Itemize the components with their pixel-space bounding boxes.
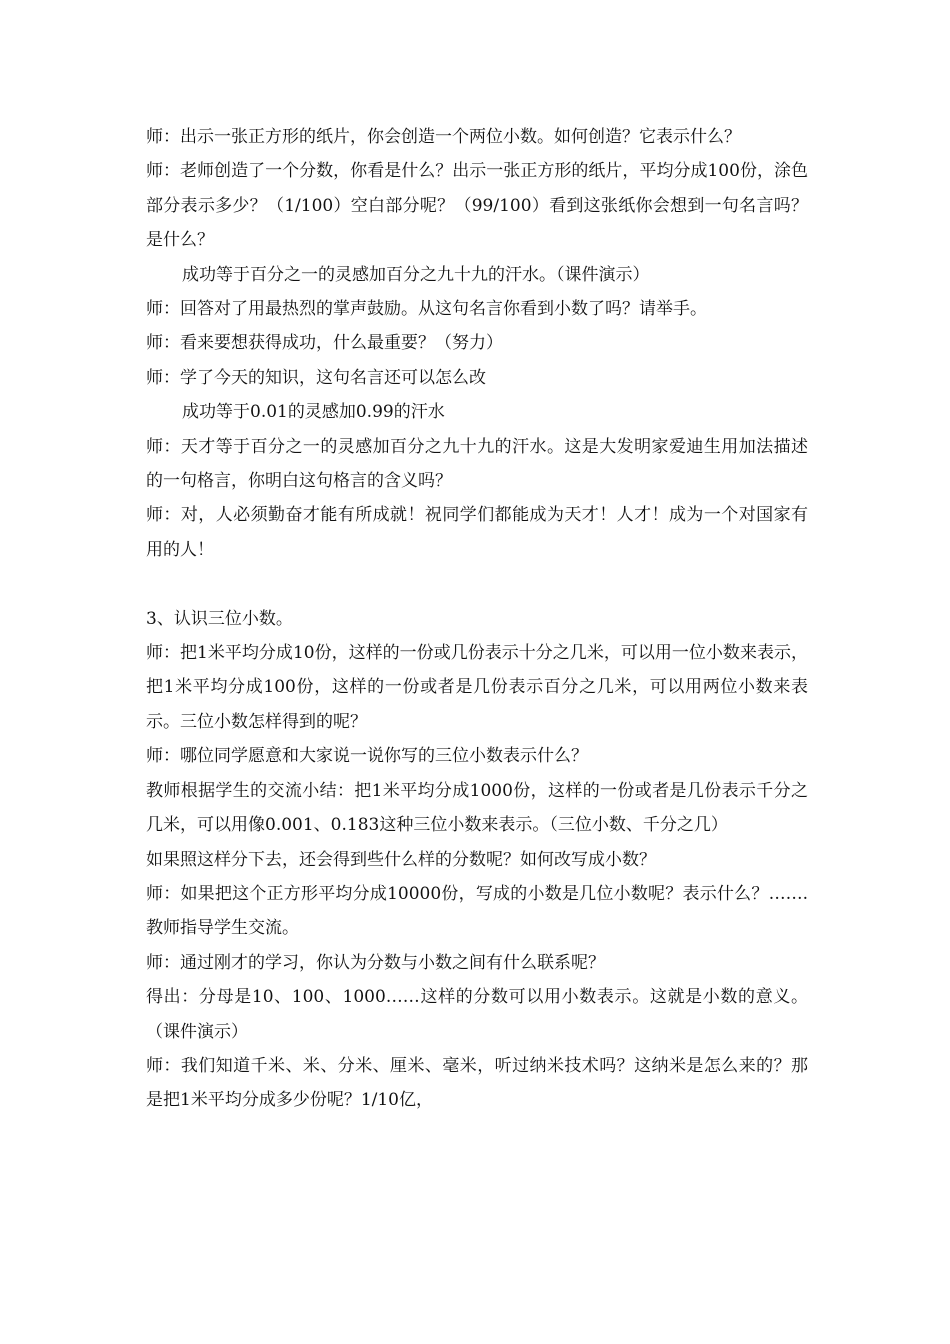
paragraph-teacher-nanometer: 师：我们知道千米、米、分米、厘米、毫米，听过纳米技术吗？这纳米是怎么来的？那是把1米平均分成多少份呢？1/10亿， (146, 1055, 808, 1111)
paragraph-continue-dividing: 如果照这样分下去，还会得到些什么样的分数呢？如何改写成小数？ (146, 849, 656, 870)
paragraph-teacher-meter-division: 师：把1米平均分成10份，这样的一份或几份表示十分之几米，可以用一位小数来表示，把1米平均分成100份，这样的一份或者是几份表示百分之几米，可以用两位小数来表示。三位小数怎样得到的呢？ (146, 643, 808, 732)
paragraph-quote-success: 成功等于百分之一的灵感加百分之九十九的汗水。（课件演示） (182, 264, 650, 285)
paragraph-teacher-summary: 教师根据学生的交流小结：把1米平均分成1000份，这样的一份或者是几份表示千分之几米，可以用像0.001、0.183这种三位小数来表示。（三位小数、千分之几） (146, 780, 808, 836)
paragraph-teacher-square-paper: 师：出示一张正方形的纸片，你会创造一个两位小数。如何创造？它表示什么？ (146, 127, 741, 147)
paragraph-teacher-fraction: 师：老师创造了一个分数，你看是什么？出示一张正方形的纸片，平均分成100份，涂色部分表示多少？（1/100）空白部分呢？（99/100）看到这张纸你会想到一句名言吗？是什么？ (146, 161, 808, 251)
paragraph-teacher-ten-thousand: 师：如果把这个正方形平均分成10000份，写成的小数是几位小数呢？表示什么？…….教师指导学生交流。 (146, 883, 808, 939)
paragraph-conclusion: 得出：分母是10、100、1000……这样的分数可以用小数表示。这就是小数的意义。（课件演示） (146, 987, 808, 1042)
section-heading-three-digit-decimals: 3、认识三位小数。 (146, 608, 293, 629)
paragraph-quote-decimal: 成功等于0.01的灵感加0.99的汗水 (182, 402, 445, 423)
paragraph-teacher-edison: 师：天才等于百分之一的灵感加百分之九十九的汗水。这是大发明家爱迪生用加法描述的一句格言，你明白这句格言的含义吗？ (146, 436, 808, 492)
paragraph-spacer (146, 567, 808, 601)
paragraph-teacher-diligence: 师：对，人必须勤奋才能有所成就！祝同学们都能成为天才！人才！成为一个对国家有用的人！ (146, 505, 808, 560)
document-body (146, 120, 808, 1118)
paragraph-teacher-ask-students: 师：哪位同学愿意和大家说一说你写的三位小数表示什么？ (146, 746, 588, 767)
paragraph-teacher-effort: 师：看来要想获得成功，什么最重要？（努力） (146, 333, 503, 354)
paragraph-teacher-rewrite: 师：学了今天的知识，这句名言还可以怎么改 (146, 367, 486, 388)
paragraph-teacher-relation: 师：通过刚才的学习，你认为分数与小数之间有什么联系呢？ (146, 952, 605, 973)
paragraph-teacher-applause: 师：回答对了用最热烈的掌声鼓励。从这句名言你看到小数了吗？请举手。 (146, 299, 707, 320)
